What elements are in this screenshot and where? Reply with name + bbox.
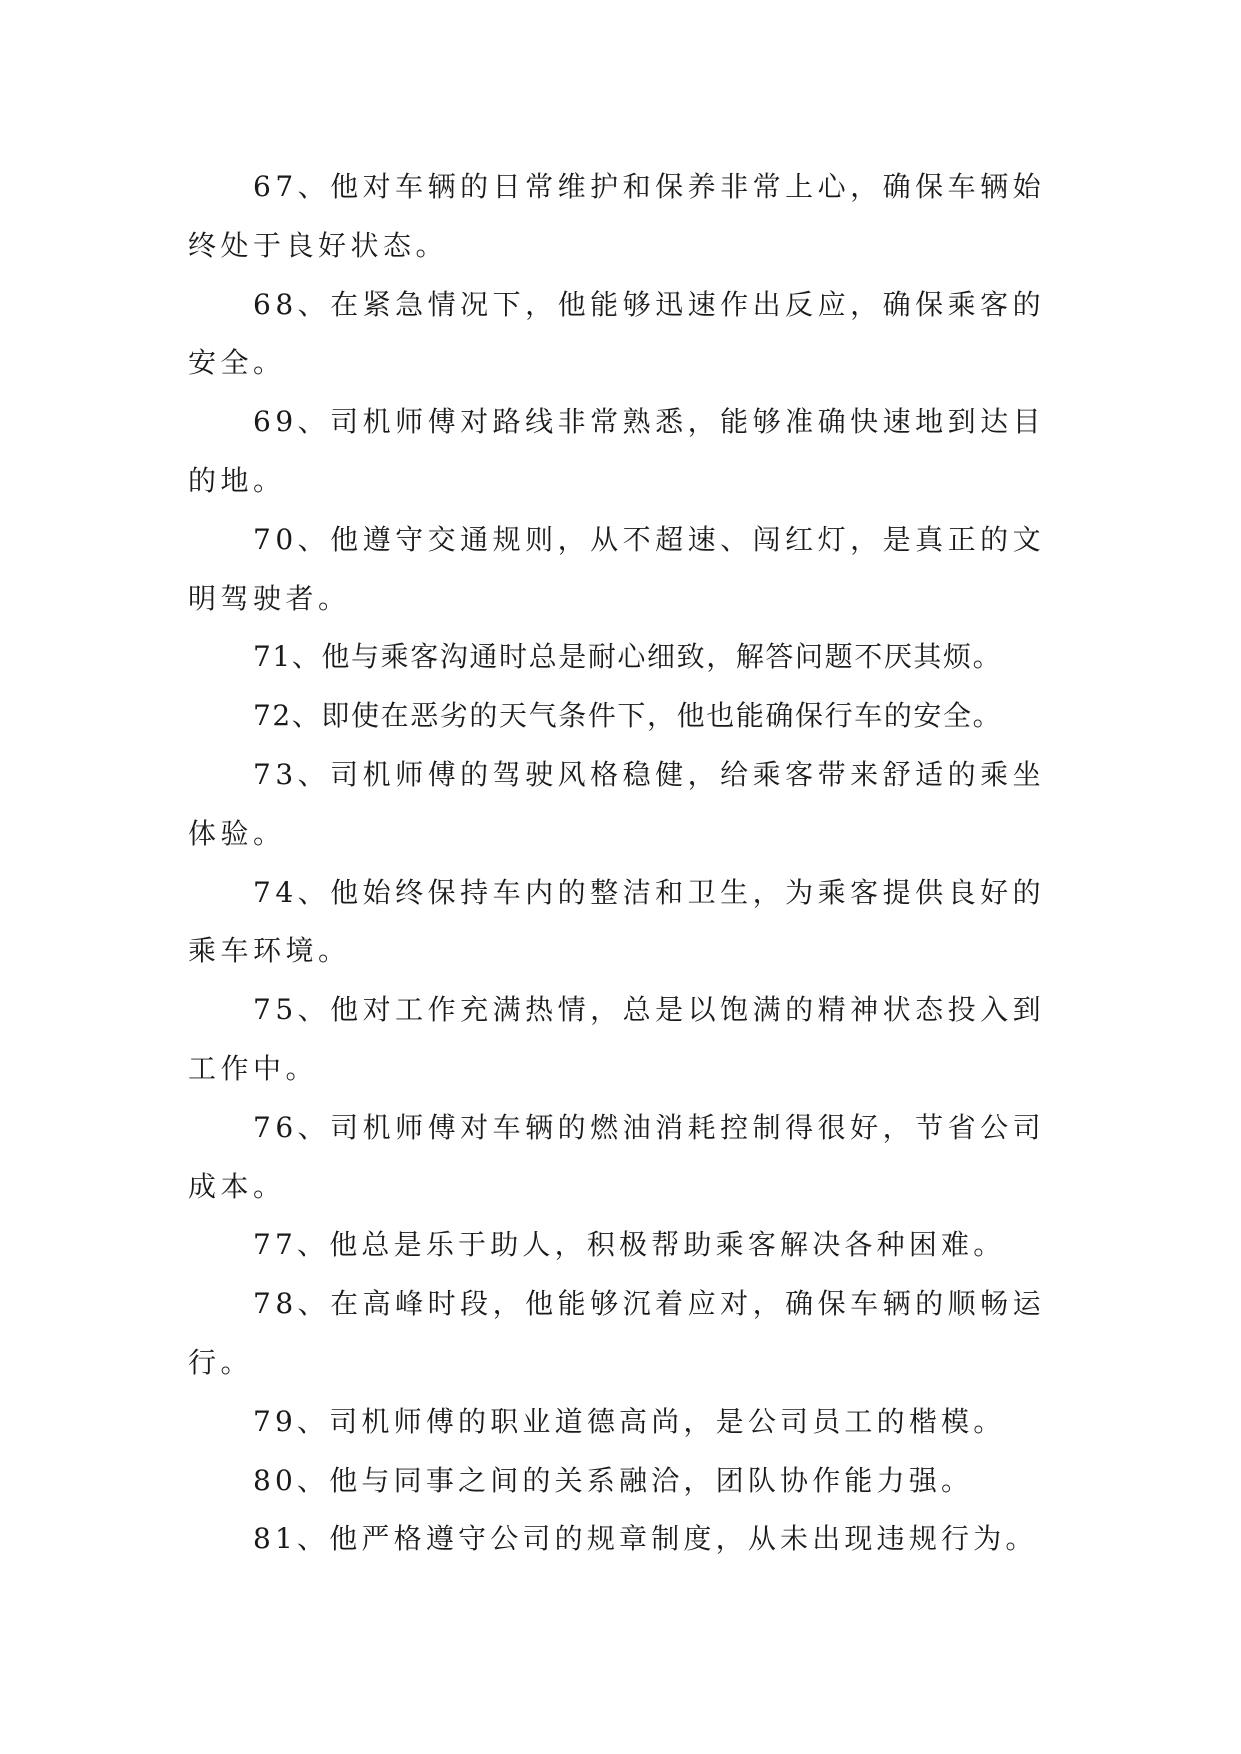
paragraph-68: 68、在紧急情况下，他能够迅速作出反应，确保乘客的安全。 xyxy=(188,287,1046,380)
paragraph-76: 76、司机师傅对车辆的燃油消耗控制得很好，节省公司成本。 xyxy=(188,1110,1046,1203)
paragraph-70: 70、他遵守交通规则，从不超速、闯红灯，是真正的文明驾驶者。 xyxy=(188,522,1046,615)
paragraph-81: 81、他严格遵守公司的规章制度，从未出现违规行为。 xyxy=(253,1522,1038,1556)
paragraph-71: 71、他与乘客沟通时总是耐心细致，解答问题不厌其烦。 xyxy=(253,640,1003,674)
paragraph-78: 78、在高峰时段，他能够沉着应对，确保车辆的顺畅运行。 xyxy=(188,1287,1046,1379)
document-body xyxy=(188,158,1058,1569)
paragraph-74: 74、他始终保持车内的整洁和卫生，为乘客提供良好的乘车环境。 xyxy=(188,875,1046,968)
paragraph-75: 75、他对工作充满热情，总是以饱满的精神状态投入到工作中。 xyxy=(188,993,1046,1085)
paragraph-79: 79、司机师傅的职业道德高尚，是公司员工的楷模。 xyxy=(253,1404,1006,1438)
paragraph-77: 77、他总是乐于助人，积极帮助乘客解决各种困难。 xyxy=(253,1228,1006,1262)
paragraph-69: 69、司机师傅对路线非常熟悉，能够准确快速地到达目的地。 xyxy=(188,405,1046,497)
paragraph-72: 72、即使在恶劣的天气条件下，他也能确保行车的安全。 xyxy=(253,699,1003,733)
paragraph-67: 67、他对车辆的日常维护和保养非常上心，确保车辆始终处于良好状态。 xyxy=(188,170,1046,262)
paragraph-73: 73、司机师傅的驾驶风格稳健，给乘客带来舒适的乘坐体验。 xyxy=(188,757,1046,850)
paragraph-80: 80、他与同事之间的关系融洽，团队协作能力强。 xyxy=(253,1463,974,1497)
